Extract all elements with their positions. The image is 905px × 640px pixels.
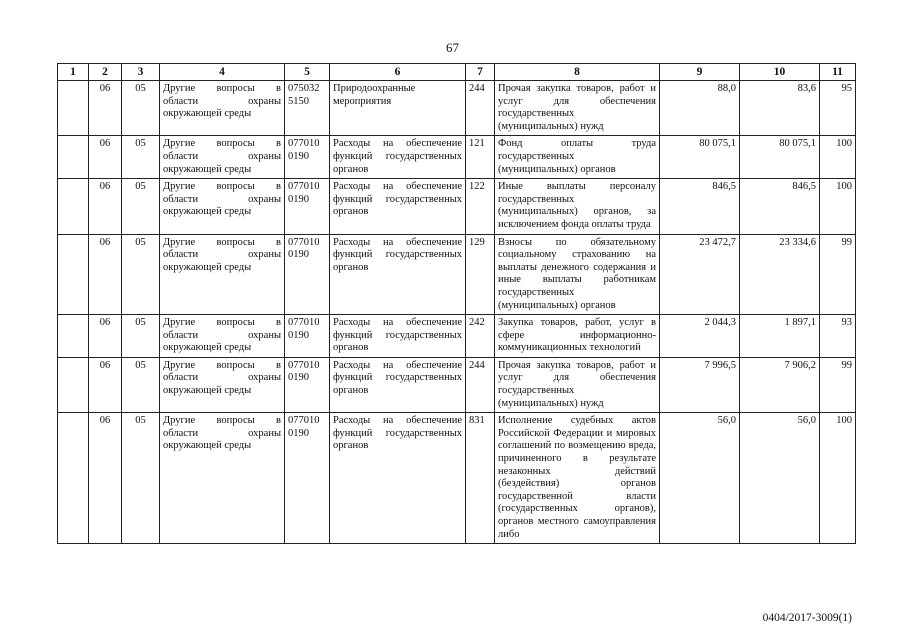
cell-subsection: 05 <box>122 315 160 358</box>
cell-target-article: 077010 0190 <box>285 234 330 315</box>
cell-expense-name: Прочая закупка товаров, работ и услуг для обеспечения государственных (муниципальных) нужд <box>495 357 660 412</box>
cell-subsection-name: Другие вопросы в области охраны окружающей среды <box>160 357 285 412</box>
cell-section: 06 <box>89 315 122 358</box>
cell-percent: 99 <box>820 234 856 315</box>
cell-subsection-name: Другие вопросы в области охраны окружающей среды <box>160 315 285 358</box>
column-header: 1 <box>58 64 89 81</box>
cell-empty <box>58 234 89 315</box>
cell-executed: 83,6 <box>740 81 820 136</box>
cell-executed: 7 906,2 <box>740 357 820 412</box>
cell-section: 06 <box>89 234 122 315</box>
budget-table <box>57 63 856 544</box>
cell-subsection-name: Другие вопросы в области охраны окружающей среды <box>160 413 285 544</box>
cell-empty <box>58 136 89 179</box>
cell-percent: 100 <box>820 413 856 544</box>
cell-planned: 23 472,7 <box>660 234 740 315</box>
header-row <box>58 64 856 81</box>
column-header: 9 <box>660 64 740 81</box>
column-header: 5 <box>285 64 330 81</box>
cell-executed: 23 334,6 <box>740 234 820 315</box>
cell-subsection: 05 <box>122 234 160 315</box>
cell-subsection: 05 <box>122 357 160 412</box>
cell-planned: 56,0 <box>660 413 740 544</box>
cell-article-name: Расходы на обеспечение функций государственных органов <box>330 315 466 358</box>
cell-target-article: 077010 0190 <box>285 179 330 234</box>
column-header: 8 <box>495 64 660 81</box>
cell-subsection: 05 <box>122 136 160 179</box>
cell-percent: 100 <box>820 136 856 179</box>
cell-section: 06 <box>89 179 122 234</box>
column-header: 6 <box>330 64 466 81</box>
table-row <box>58 179 856 234</box>
column-header: 3 <box>122 64 160 81</box>
cell-expense-name: Закупка товаров, работ, услуг в сфере информационно-коммуникационных технологий <box>495 315 660 358</box>
cell-percent: 99 <box>820 357 856 412</box>
cell-empty <box>58 413 89 544</box>
cell-expense-type: 122 <box>466 179 495 234</box>
cell-target-article: 077010 0190 <box>285 315 330 358</box>
table-row <box>58 315 856 358</box>
cell-target-article: 077010 0190 <box>285 413 330 544</box>
cell-expense-type: 242 <box>466 315 495 358</box>
column-header: 10 <box>740 64 820 81</box>
cell-section: 06 <box>89 81 122 136</box>
cell-subsection-name: Другие вопросы в области охраны окружающей среды <box>160 136 285 179</box>
document-code: 0404/2017-3009(1) <box>762 612 852 624</box>
cell-executed: 80 075,1 <box>740 136 820 179</box>
cell-expense-name: Взносы по обязательному социальному страхованию на выплаты денежного содержания и иные выплаты работникам государственных (муниципальных) органов <box>495 234 660 315</box>
column-header: 2 <box>89 64 122 81</box>
table-row <box>58 81 856 136</box>
column-header: 7 <box>466 64 495 81</box>
table-row <box>58 234 856 315</box>
cell-planned: 7 996,5 <box>660 357 740 412</box>
cell-executed: 846,5 <box>740 179 820 234</box>
cell-subsection-name: Другие вопросы в области охраны окружающей среды <box>160 234 285 315</box>
cell-target-article: 075032 5150 <box>285 81 330 136</box>
table-row <box>58 136 856 179</box>
cell-article-name: Расходы на обеспечение функций государственных органов <box>330 357 466 412</box>
cell-executed: 1 897,1 <box>740 315 820 358</box>
cell-subsection-name: Другие вопросы в области охраны окружающей среды <box>160 179 285 234</box>
cell-expense-type: 121 <box>466 136 495 179</box>
cell-expense-name: Иные выплаты персоналу государственных (муниципальных) органов, за исключением фонда оплаты труда <box>495 179 660 234</box>
cell-expense-type: 129 <box>466 234 495 315</box>
cell-article-name: Расходы на обеспечение функций государственных органов <box>330 413 466 544</box>
cell-expense-name: Фонд оплаты труда государственных (муниципальных) органов <box>495 136 660 179</box>
cell-empty <box>58 315 89 358</box>
cell-empty <box>58 81 89 136</box>
table-row <box>58 357 856 412</box>
cell-target-article: 077010 0190 <box>285 357 330 412</box>
cell-expense-name: Прочая закупка товаров, работ и услуг для обеспечения государственных (муниципальных) нужд <box>495 81 660 136</box>
cell-percent: 95 <box>820 81 856 136</box>
column-header: 4 <box>160 64 285 81</box>
table-row <box>58 413 856 544</box>
cell-section: 06 <box>89 357 122 412</box>
cell-expense-type: 831 <box>466 413 495 544</box>
cell-article-name: Природоохранные мероприятия <box>330 81 466 136</box>
cell-subsection: 05 <box>122 413 160 544</box>
cell-subsection-name: Другие вопросы в области охраны окружающей среды <box>160 81 285 136</box>
cell-percent: 100 <box>820 179 856 234</box>
cell-expense-name: Исполнение судебных актов Российской Федерации и мировых соглашений по возмещению вреда, причиненного в результате незаконных действий (бездействия) органов государственной власти (государственных органов), органов местного самоуправления либо <box>495 413 660 544</box>
cell-empty <box>58 179 89 234</box>
cell-planned: 2 044,3 <box>660 315 740 358</box>
cell-empty <box>58 357 89 412</box>
cell-article-name: Расходы на обеспечение функций государственных органов <box>330 234 466 315</box>
cell-subsection: 05 <box>122 179 160 234</box>
cell-article-name: Расходы на обеспечение функций государственных органов <box>330 179 466 234</box>
cell-expense-type: 244 <box>466 357 495 412</box>
cell-planned: 88,0 <box>660 81 740 136</box>
cell-percent: 93 <box>820 315 856 358</box>
cell-executed: 56,0 <box>740 413 820 544</box>
cell-planned: 846,5 <box>660 179 740 234</box>
cell-article-name: Расходы на обеспечение функций государственных органов <box>330 136 466 179</box>
page-number: 67 <box>446 40 459 55</box>
cell-section: 06 <box>89 136 122 179</box>
column-header: 11 <box>820 64 856 81</box>
cell-planned: 80 075,1 <box>660 136 740 179</box>
cell-expense-type: 244 <box>466 81 495 136</box>
cell-subsection: 05 <box>122 81 160 136</box>
cell-target-article: 077010 0190 <box>285 136 330 179</box>
cell-section: 06 <box>89 413 122 544</box>
